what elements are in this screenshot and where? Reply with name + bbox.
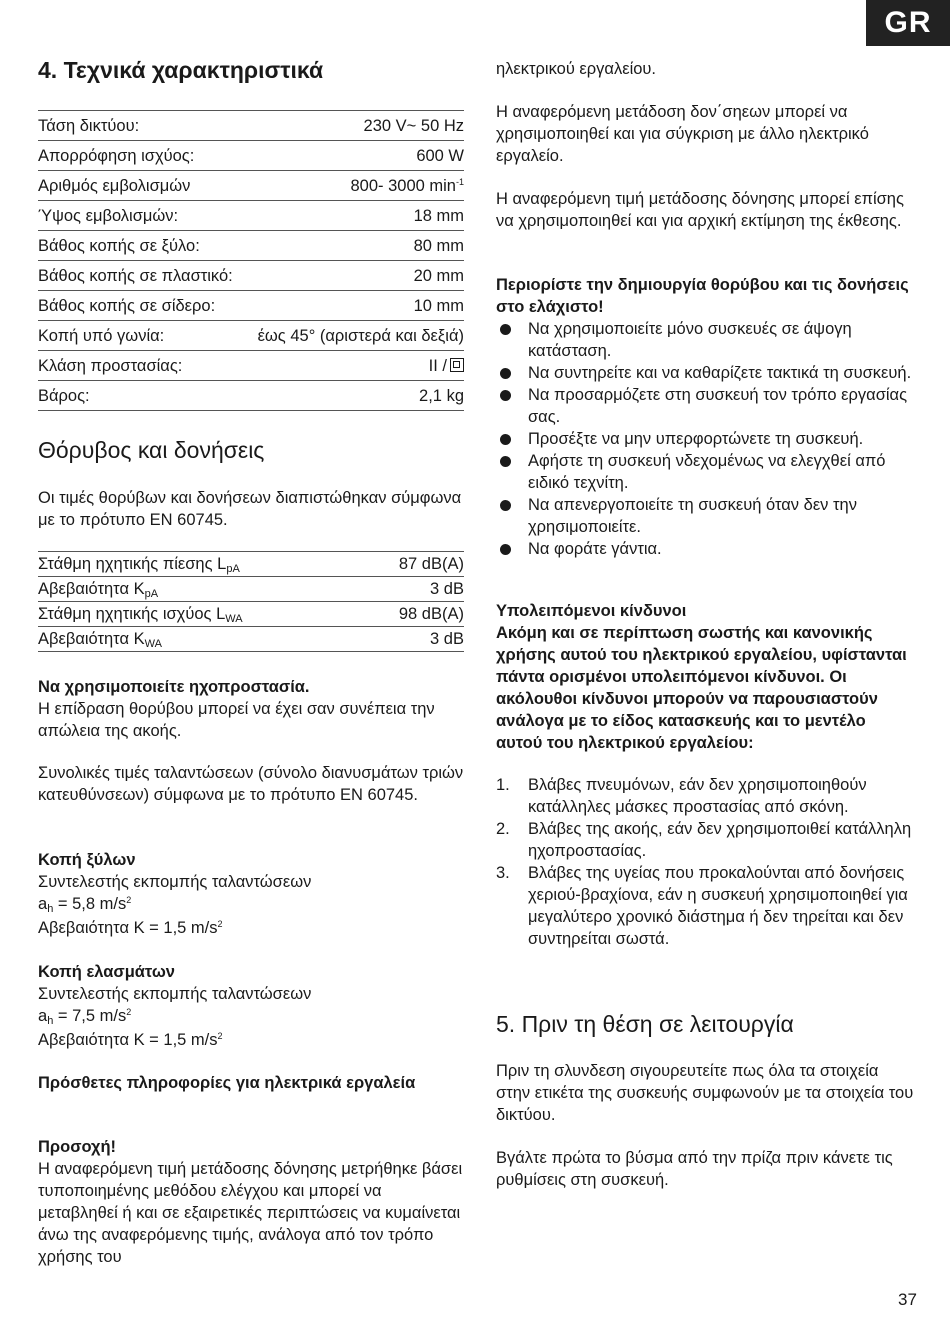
noise-value: 3 dB bbox=[361, 577, 464, 602]
wood-ah-value: $a_h = 5,8$ $m/s^2$ bbox=[38, 895, 132, 915]
noise-value: 87 dB(A) bbox=[361, 552, 464, 577]
noise-title: Θόρυβος και δονήσεις bbox=[38, 437, 265, 463]
wood-cutting-block bbox=[38, 849, 464, 939]
spec-label: Βάθος κοπής σε ξύλο: bbox=[38, 231, 245, 261]
caution-title: Προσοχή! bbox=[38, 1138, 117, 1156]
connection-paragraph: Πριν τη σλυνδεση σιγουρευτείτε πως όλα τα στοιχεία στην ετικέτα της συσκευής συμφωνούν με τα στοιχεία του δικτύου. bbox=[496, 1062, 914, 1124]
spec-label: Τάση δικτύου: bbox=[38, 111, 245, 141]
spec-value: 600 W bbox=[245, 141, 464, 171]
spec-value: 18 mm bbox=[245, 201, 464, 231]
spec-row bbox=[38, 261, 464, 291]
extra-info-title: Πρόσθετες πληροφορίες για ηλεκτρικά εργαλεία bbox=[38, 1074, 416, 1092]
spec-row bbox=[38, 381, 464, 411]
page-number: 37 bbox=[898, 1290, 917, 1309]
caution-text: Η αναφερόμενη τιμή μετάδοσης δόνησης μετρήθηκε βάσει τυποποιημένης μεθόδου ελέγχου και μπορεί να μεταβληθεί ή και σε εξαιρετικές περιπτώσεις να κυμαίνεται άνω της αναφερόμενης τιμής, ανάλογα από τον τρόπο χρήσης του bbox=[38, 1160, 463, 1266]
protection-class-icon bbox=[450, 358, 464, 372]
precaution-list bbox=[496, 318, 916, 560]
spec-value: 800- 3000 $\min^{-1}$ bbox=[245, 171, 464, 201]
spec-value: 230 V~ 50 Hz bbox=[245, 111, 464, 141]
spec-row bbox=[38, 321, 464, 351]
vibration-total-text: Συνολικές τιμές ταλαντώσεων (σύνολο διανυσμάτων τριών κατευθύνσεων) σύμφωνα με το πρότυπο EN 60745. bbox=[38, 764, 464, 804]
hearing-protection-text: Η επίδραση θορύβου μπορεί να έχει σαν συνέπεια την απώλεια της ακοής. bbox=[38, 700, 435, 740]
spec-row bbox=[38, 291, 464, 321]
noise-table bbox=[38, 551, 464, 652]
wood-cutting-title: Κοπή ξύλων bbox=[38, 851, 136, 869]
risk-text: Βλάβες της υγείας που προκαλούνται από δονήσεις χεριού-βραχίονα, εάν η συσκευή χρησιμοποιηθεί για μεγαλύτερο χρονικό διάστημα ή δεν τηρείται και δεν συντηρείται σωστά. bbox=[528, 864, 908, 948]
risk-number: 1. bbox=[496, 776, 510, 794]
spec-row bbox=[38, 111, 464, 141]
noise-row bbox=[38, 552, 464, 577]
continued-text: ηλεκτρικού εργαλείου. bbox=[496, 60, 657, 78]
spec-row bbox=[38, 201, 464, 231]
section-5-title: 5. Πριν τη θέση σε λειτουργία bbox=[496, 1011, 794, 1037]
noise-row bbox=[38, 602, 464, 627]
limit-noise-title: Περιορίστε την δημιουργία θορύβου και τις δονήσεις στο ελάχιστο! bbox=[496, 276, 909, 316]
spec-row bbox=[38, 171, 464, 201]
sheet-cutting-block bbox=[38, 961, 464, 1051]
risk-item bbox=[496, 818, 916, 862]
spec-value: 80 mm bbox=[245, 231, 464, 261]
noise-label: Αβεβαιότητα $K_{pA}$ bbox=[38, 577, 361, 602]
spec-label: Βάθος κοπής σε πλαστικό: bbox=[38, 261, 245, 291]
precaution-item: Να συντηρείτε και να καθαρίζετε τακτικά τη συσκευή. bbox=[496, 362, 916, 384]
wood-emission-label: Συντελεστής εκπομπής ταλαντώσεων bbox=[38, 873, 312, 891]
precaution-item: Να προσαρμόζετε στη συσκευή τον τρόπο εργασίας σας. bbox=[496, 384, 916, 428]
sheet-uncertainty: Αβεβαιότητα K = 1,5 $m/s^2$ bbox=[38, 1031, 223, 1049]
spec-row bbox=[38, 141, 464, 171]
hearing-protection-title: Να χρησιμοποιείτε ηχοπροστασία. bbox=[38, 678, 310, 696]
sheet-cutting-title: Κοπή ελασμάτων bbox=[38, 963, 175, 981]
spec-label: Ύψος εμβολισμών: bbox=[38, 201, 245, 231]
spec-row bbox=[38, 351, 464, 381]
noise-label: Αβεβαιότητα $K_{WA}$ bbox=[38, 627, 361, 652]
noise-row bbox=[38, 577, 464, 602]
sheet-emission-label: Συντελεστής εκπομπής ταλαντώσεων bbox=[38, 985, 312, 1003]
noise-intro: Οι τιμές θορύβων και δονήσεων διαπιστώθηκαν σύμφωνα με το πρότυπο EN 60745. bbox=[38, 489, 462, 529]
risk-text: Βλάβες πνευμόνων, εάν δεν χρησιμοποιηθούν κατάλληλες μάσκες προστασίας από σκόνη. bbox=[528, 776, 867, 816]
section-4-title: 4. Τεχνικά χαρακτηριστικά bbox=[38, 57, 324, 83]
noise-label: Στάθμη ηχητικής ισχύος $L_{WA}$ bbox=[38, 602, 361, 627]
precaution-item: Αφήστε τη συσκευή νδεχομένως να ελεγχθεί από ειδικό τεχνίτη. bbox=[496, 450, 916, 494]
language-badge: GR bbox=[866, 0, 950, 46]
spec-row bbox=[38, 231, 464, 261]
spec-label: Απορρόφηση ισχύος: bbox=[38, 141, 245, 171]
comparison-paragraph: Η αναφερόμενη μετάδοση δον΄σηεων μπορεί να χρησιμοποιηθεί και για σύγκριση με άλλο ηλεκτρικό εργαλείο. bbox=[496, 103, 869, 165]
specs-table bbox=[38, 110, 464, 411]
residual-risks-intro: Ακόμη και σε περίπτωση σωστής και κανονικής χρήσης αυτού του ηλεκτρικού εργαλείου, υφίστανται πάντα ορισμένοι υπολειπόμενοι κίνδυνοι. Οι ακόλουθοι κίνδυνοι μπορούν να παρουσιαστούν ανάλογα με το είδος κατασκευής και το μεντέλο αυτού του ηλεκτρικού εργαλείου: bbox=[496, 624, 907, 752]
spec-value: έως 45° (αριστερά και δεξιά) bbox=[245, 321, 464, 351]
spec-label: Κλάση προστασίας: bbox=[38, 351, 245, 381]
spec-label: Βάρος: bbox=[38, 381, 245, 411]
risk-item bbox=[496, 862, 916, 950]
noise-value: 3 dB bbox=[361, 627, 464, 652]
spec-value: 20 mm bbox=[245, 261, 464, 291]
spec-value: 2,1 kg bbox=[245, 381, 464, 411]
unplug-paragraph: Βγάλτε πρώτα το βύσμα από την πρίζα πριν κάνετε τις ρυθμίσεις στη συσκευή. bbox=[496, 1149, 893, 1189]
noise-row bbox=[38, 627, 464, 652]
spec-label: Αριθμός εμβολισμών bbox=[38, 171, 245, 201]
sheet-ah-value: $a_h = 7,5$ $m/s^2$ bbox=[38, 1007, 132, 1027]
precaution-item: Προσέξτε να μην υπερφορτώνετε τη συσκευή. bbox=[496, 428, 916, 450]
spec-value: II / bbox=[245, 351, 464, 381]
spec-label: Βάθος κοπής σε σίδερο: bbox=[38, 291, 245, 321]
risk-text: Βλάβες της ακοής, εάν δεν χρησιμοποιθεί κατάλληλη ηχοπροστασίας. bbox=[528, 820, 912, 860]
precaution-item: Να χρησιμοποιείτε μόνο συσκευές σε άψογη κατάσταση. bbox=[496, 318, 916, 362]
risk-number: 3. bbox=[496, 864, 510, 882]
risk-number: 2. bbox=[496, 820, 510, 838]
risk-item bbox=[496, 774, 916, 818]
spec-label: Κοπή υπό γωνία: bbox=[38, 321, 245, 351]
spec-value: 10 mm bbox=[245, 291, 464, 321]
precaution-item: Να απενεργοποιείτε τη συσκευή όταν δεν την χρησιμοποιείτε. bbox=[496, 494, 916, 538]
risk-list bbox=[496, 774, 916, 950]
noise-label: Στάθμη ηχητικής πίεσης $L_{pA}$ bbox=[38, 552, 361, 577]
wood-uncertainty: Αβεβαιότητα K = 1,5 $m/s^2$ bbox=[38, 919, 223, 937]
estimation-paragraph: Η αναφερόμενη τιμή μετάδοσης δόνησης μπορεί επίσης να χρησιμοποιηθεί και για αρχική εκτίμηση της έκθεσης. bbox=[496, 190, 904, 230]
noise-value: 98 dB(A) bbox=[361, 602, 464, 627]
residual-risks-title: Υπολειπόμενοι κίνδυνοι bbox=[496, 602, 687, 620]
precaution-item: Να φοράτε γάντια. bbox=[496, 538, 916, 560]
